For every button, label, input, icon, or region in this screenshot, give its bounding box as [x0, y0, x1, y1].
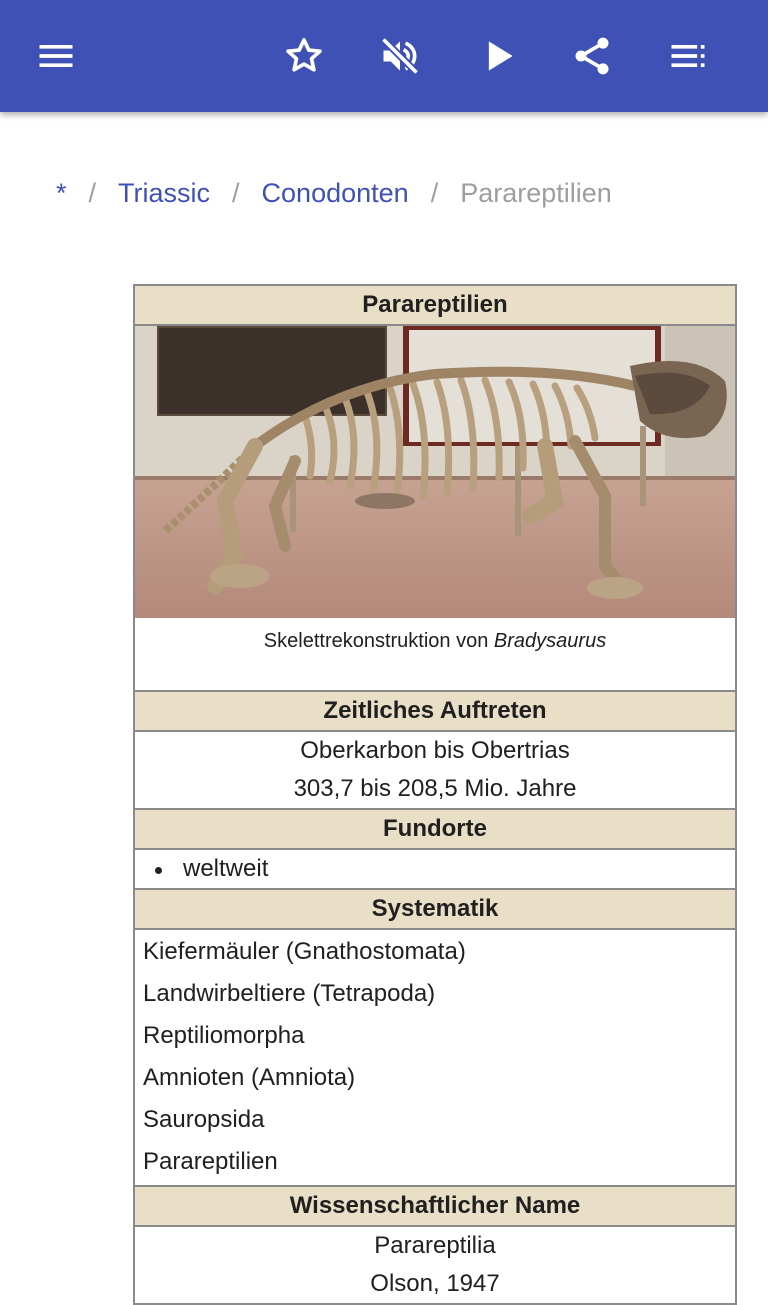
volume-off-icon[interactable] — [370, 26, 430, 86]
scientific-name: Parareptilia — [374, 1232, 496, 1259]
breadcrumb-separator: / — [430, 178, 439, 208]
time-range-years: 303,7 bis 208,5 Mio. Jahre — [293, 775, 577, 802]
breadcrumb-triassic[interactable]: Triassic — [118, 178, 211, 208]
breadcrumb — [56, 178, 612, 209]
caption-species[interactable]: Bradysaurus — [493, 630, 607, 652]
section-header-sites: Fundorte — [135, 810, 735, 850]
taxon-link[interactable]: Sauropsida — [143, 1106, 265, 1133]
scientific-name-cell — [135, 1227, 735, 1305]
section-header-time: Zeitliches Auftreten — [135, 692, 735, 732]
skeleton-illustration — [135, 326, 735, 618]
taxon-link[interactable]: Reptiliomorpha — [143, 1022, 305, 1049]
section-header-systematics: Systematik — [135, 890, 735, 930]
time-range-periods: Oberkarbon bis Obertrias — [300, 737, 570, 764]
breadcrumb-conodonten[interactable]: Conodonten — [261, 178, 409, 208]
image-caption — [135, 618, 735, 692]
playlist-icon[interactable] — [658, 26, 718, 86]
time-range-cell — [135, 732, 735, 810]
breadcrumb-home[interactable]: * — [56, 178, 67, 208]
taxobox — [133, 284, 737, 1305]
app-toolbar — [0, 0, 768, 112]
taxobox-title: Parareptilien — [135, 286, 735, 326]
taxon-link[interactable]: Landwirbeltiere (Tetrapoda) — [143, 980, 436, 1007]
breadcrumb-current: Parareptilien — [460, 178, 612, 208]
star-icon[interactable] — [274, 26, 334, 86]
section-header-scientific-name: Wissenschaftlicher Name — [135, 1187, 735, 1227]
taxon-current: Parareptilien — [143, 1148, 278, 1175]
taxon-link[interactable]: Amnioten (Amniota) — [143, 1064, 356, 1091]
menu-icon[interactable] — [26, 26, 86, 86]
taxon-link[interactable]: Kiefermäuler (Gnathostomata) — [143, 938, 466, 965]
list-item — [135, 850, 735, 890]
site-label: weltweit — [183, 855, 269, 882]
skeleton-image[interactable] — [135, 326, 735, 618]
systematics-list — [135, 930, 735, 1187]
play-icon[interactable] — [468, 26, 528, 86]
scientific-name-author: Olson, 1947 — [370, 1270, 500, 1297]
breadcrumb-separator: / — [88, 178, 97, 208]
bullet-icon — [155, 867, 162, 874]
share-icon[interactable] — [562, 26, 622, 86]
caption-text: Skelettrekonstruktion von — [263, 630, 489, 652]
breadcrumb-separator: / — [232, 178, 240, 208]
